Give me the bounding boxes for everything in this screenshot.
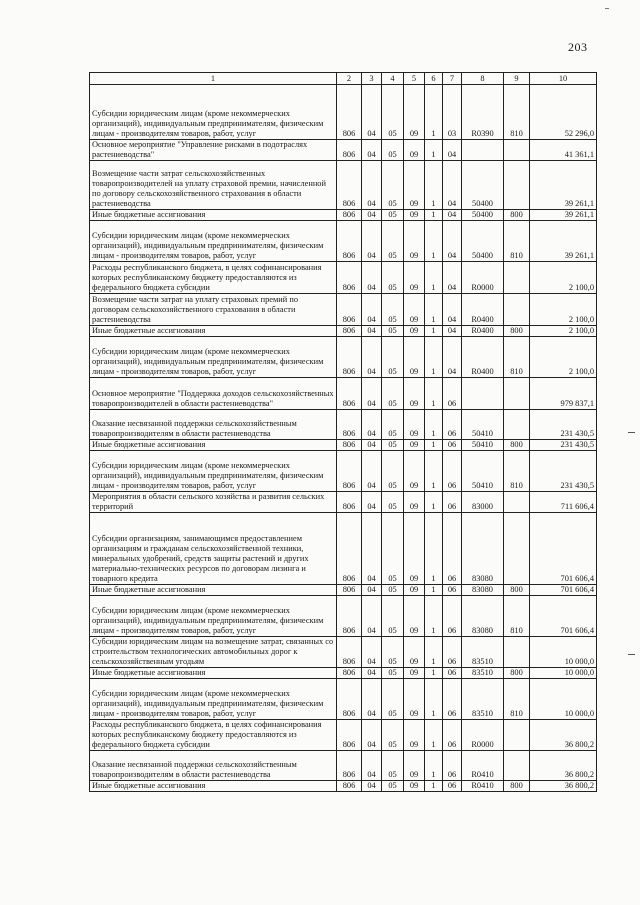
- code-cell: 05: [382, 262, 404, 294]
- row-name: Субсидии юридическим лицам (кроме некоммерческих организаций), индивидуальным предпринимателям, физическим лицам - производителям товаров, работ, услуг: [90, 337, 337, 378]
- amount-cell: 36 800,2: [530, 751, 597, 781]
- code-cell: R0400: [462, 337, 504, 378]
- code-cell: R0400: [462, 294, 504, 326]
- budget-table: [89, 72, 597, 792]
- code-cell: 06: [443, 451, 462, 492]
- code-cell: 09: [404, 720, 425, 751]
- code-cell: 04: [362, 140, 382, 161]
- amount-cell: 2 100,0: [530, 262, 597, 294]
- code-cell: 05: [382, 410, 404, 440]
- code-cell: [504, 140, 530, 161]
- table-row: [90, 410, 597, 440]
- code-cell: 09: [404, 378, 425, 410]
- code-cell: [462, 378, 504, 410]
- code-cell: 1: [425, 294, 443, 326]
- code-cell: 04: [362, 751, 382, 781]
- table-row: [90, 161, 597, 210]
- code-cell: 06: [443, 440, 462, 451]
- code-cell: 04: [362, 585, 382, 596]
- scan-mark: [605, 8, 609, 9]
- code-cell: [504, 637, 530, 668]
- amount-cell: 2 100,0: [530, 294, 597, 326]
- code-cell: 50410: [462, 410, 504, 440]
- code-cell: 04: [443, 221, 462, 262]
- row-name: Субсидии юридическим лицам (кроме некоммерческих организаций), индивидуальным предпринимателям, физическим лицам - производителям товаров, работ, услуг: [90, 221, 337, 262]
- code-cell: 04: [362, 440, 382, 451]
- code-cell: 04: [362, 781, 382, 792]
- row-name: Субсидии юридическим лицам (кроме некоммерческих организаций), индивидуальным предпринимателям, физическим лицам - производителям товаров, работ, услуг: [90, 451, 337, 492]
- amount-cell: 711 606,4: [530, 492, 597, 513]
- code-cell: 09: [404, 140, 425, 161]
- code-cell: 1: [425, 492, 443, 513]
- code-cell: 06: [443, 720, 462, 751]
- row-name: Иные бюджетные ассигнования: [90, 326, 337, 337]
- code-cell: [504, 262, 530, 294]
- code-cell: 1: [425, 751, 443, 781]
- code-cell: 05: [382, 326, 404, 337]
- code-cell: 1: [425, 140, 443, 161]
- code-cell: 1: [425, 337, 443, 378]
- code-cell: 05: [382, 337, 404, 378]
- scan-mark: [628, 432, 635, 433]
- code-cell: 810: [504, 451, 530, 492]
- code-cell: 04: [362, 210, 382, 221]
- code-cell: 83510: [462, 668, 504, 679]
- code-cell: 05: [382, 585, 404, 596]
- amount-cell: 10 000,0: [530, 668, 597, 679]
- row-name: Основное мероприятие "Поддержка доходов сельскохозяйственных товаропроизводителей в области растениеводства": [90, 378, 337, 410]
- table-row: [90, 751, 597, 781]
- code-cell: 06: [443, 781, 462, 792]
- code-cell: 50410: [462, 451, 504, 492]
- column-header: 7: [443, 73, 462, 85]
- row-name: Иные бюджетные ассигнования: [90, 440, 337, 451]
- code-cell: [504, 294, 530, 326]
- code-cell: 04: [362, 326, 382, 337]
- amount-cell: 10 000,0: [530, 637, 597, 668]
- row-name: Иные бюджетные ассигнования: [90, 210, 337, 221]
- amount-cell: 2 100,0: [530, 337, 597, 378]
- code-cell: 09: [404, 513, 425, 585]
- code-cell: [504, 492, 530, 513]
- row-name: Субсидии юридическим лицам (кроме некоммерческих организаций), индивидуальным предпринимателям, физическим лицам - производителям товаров, работ, услуг: [90, 596, 337, 637]
- column-header: 4: [382, 73, 404, 85]
- code-cell: 09: [404, 492, 425, 513]
- code-cell: 806: [337, 410, 362, 440]
- code-cell: 05: [382, 85, 404, 140]
- code-cell: 09: [404, 161, 425, 210]
- code-cell: 810: [504, 85, 530, 140]
- code-cell: 04: [362, 513, 382, 585]
- code-cell: 09: [404, 85, 425, 140]
- amount-cell: 701 606,4: [530, 513, 597, 585]
- code-cell: 09: [404, 294, 425, 326]
- code-cell: 06: [443, 378, 462, 410]
- code-cell: 04: [443, 161, 462, 210]
- code-cell: R0000: [462, 720, 504, 751]
- code-cell: 1: [425, 585, 443, 596]
- amount-cell: 10 000,0: [530, 679, 597, 720]
- row-name: Мероприятия в области сельского хозяйства и развития сельских территорий: [90, 492, 337, 513]
- code-cell: 83080: [462, 513, 504, 585]
- column-header: 8: [462, 73, 504, 85]
- code-cell: 806: [337, 161, 362, 210]
- code-cell: 05: [382, 294, 404, 326]
- code-cell: 04: [362, 720, 382, 751]
- code-cell: 05: [382, 440, 404, 451]
- code-cell: 806: [337, 720, 362, 751]
- row-name: Оказание несвязанной поддержки сельскохозяйственным товаропроизводителям в области растениеводства: [90, 410, 337, 440]
- code-cell: R0410: [462, 751, 504, 781]
- row-name: Иные бюджетные ассигнования: [90, 668, 337, 679]
- amount-cell: 41 361,1: [530, 140, 597, 161]
- code-cell: 04: [362, 161, 382, 210]
- page-number: 203: [568, 40, 588, 54]
- row-name: Возмещение части затрат сельскохозяйственных товаропроизводителей на уплату страховой премии, начисленной по договору сельскохозяйственного страхования в области растениеводства: [90, 161, 337, 210]
- code-cell: 83080: [462, 596, 504, 637]
- code-cell: 810: [504, 679, 530, 720]
- code-cell: 06: [443, 637, 462, 668]
- code-cell: 06: [443, 585, 462, 596]
- code-cell: 06: [443, 679, 462, 720]
- code-cell: 05: [382, 668, 404, 679]
- code-cell: 04: [362, 294, 382, 326]
- amount-cell: 701 606,4: [530, 585, 597, 596]
- code-cell: 04: [443, 210, 462, 221]
- code-cell: 810: [504, 221, 530, 262]
- code-cell: 806: [337, 668, 362, 679]
- code-cell: 83080: [462, 585, 504, 596]
- code-cell: 04: [362, 637, 382, 668]
- code-cell: 1: [425, 440, 443, 451]
- code-cell: 09: [404, 210, 425, 221]
- code-cell: 05: [382, 513, 404, 585]
- code-cell: 06: [443, 751, 462, 781]
- amount-cell: 2 100,0: [530, 326, 597, 337]
- code-cell: 806: [337, 140, 362, 161]
- code-cell: 1: [425, 85, 443, 140]
- table-row: [90, 326, 597, 337]
- code-cell: 806: [337, 326, 362, 337]
- code-cell: R0400: [462, 326, 504, 337]
- code-cell: 800: [504, 210, 530, 221]
- code-cell: 806: [337, 262, 362, 294]
- code-cell: 1: [425, 668, 443, 679]
- code-cell: [504, 720, 530, 751]
- code-cell: R0390: [462, 85, 504, 140]
- column-header: 1: [90, 73, 337, 85]
- code-cell: 806: [337, 221, 362, 262]
- row-name: Возмещение части затрат на уплату страховых премий по договорам сельскохозяйственного страхования в области растениеводства: [90, 294, 337, 326]
- table-row: [90, 492, 597, 513]
- table-row: [90, 140, 597, 161]
- code-cell: 04: [362, 410, 382, 440]
- code-cell: 806: [337, 492, 362, 513]
- code-cell: 09: [404, 262, 425, 294]
- code-cell: 1: [425, 410, 443, 440]
- code-cell: 1: [425, 262, 443, 294]
- code-cell: 04: [362, 668, 382, 679]
- table-row: [90, 378, 597, 410]
- code-cell: 04: [443, 294, 462, 326]
- amount-cell: 36 800,2: [530, 720, 597, 751]
- code-cell: 04: [362, 492, 382, 513]
- table-row: [90, 720, 597, 751]
- code-cell: 50410: [462, 440, 504, 451]
- table-row: [90, 668, 597, 679]
- amount-cell: 36 800,2: [530, 781, 597, 792]
- scan-mark: [628, 654, 635, 655]
- table-row: [90, 596, 597, 637]
- amount-cell: 39 261,1: [530, 210, 597, 221]
- code-cell: R0410: [462, 781, 504, 792]
- code-cell: 810: [504, 337, 530, 378]
- code-cell: 1: [425, 720, 443, 751]
- code-cell: 09: [404, 668, 425, 679]
- column-header: 2: [337, 73, 362, 85]
- row-name: Субсидии юридическим лицам (кроме некоммерческих организаций), индивидуальным предпринимателям, физическим лицам - производителям товаров, работ, услуг: [90, 85, 337, 140]
- code-cell: 1: [425, 513, 443, 585]
- code-cell: 09: [404, 337, 425, 378]
- code-cell: 05: [382, 221, 404, 262]
- code-cell: 1: [425, 679, 443, 720]
- code-cell: 806: [337, 637, 362, 668]
- code-cell: 04: [362, 451, 382, 492]
- code-cell: 806: [337, 679, 362, 720]
- row-name: Иные бюджетные ассигнования: [90, 781, 337, 792]
- amount-cell: 701 606,4: [530, 596, 597, 637]
- row-name: Основное мероприятие "Управление рисками в подотраслях растениеводства": [90, 140, 337, 161]
- code-cell: 800: [504, 781, 530, 792]
- code-cell: 09: [404, 440, 425, 451]
- code-cell: 04: [443, 262, 462, 294]
- code-cell: 05: [382, 492, 404, 513]
- code-cell: 83510: [462, 679, 504, 720]
- code-cell: [504, 751, 530, 781]
- code-cell: 04: [443, 140, 462, 161]
- table-row: [90, 221, 597, 262]
- code-cell: 03: [443, 85, 462, 140]
- code-cell: 800: [504, 585, 530, 596]
- code-cell: 05: [382, 378, 404, 410]
- row-name: Расходы республиканского бюджета, в целях софинансирования которых республиканскому бюджету предоставляются из федерального бюджета субсидии: [90, 262, 337, 294]
- code-cell: 800: [504, 440, 530, 451]
- table-row: [90, 337, 597, 378]
- table-row: [90, 262, 597, 294]
- header-row: [90, 73, 597, 85]
- code-cell: 05: [382, 751, 404, 781]
- code-cell: 806: [337, 337, 362, 378]
- table-row: [90, 210, 597, 221]
- amount-cell: 231 430,5: [530, 410, 597, 440]
- code-cell: 05: [382, 596, 404, 637]
- code-cell: 09: [404, 410, 425, 440]
- code-cell: 06: [443, 410, 462, 440]
- code-cell: 09: [404, 751, 425, 781]
- code-cell: [504, 513, 530, 585]
- table-row: [90, 85, 597, 140]
- code-cell: 06: [443, 492, 462, 513]
- table-row: [90, 513, 597, 585]
- code-cell: 1: [425, 637, 443, 668]
- column-header: 10: [530, 73, 597, 85]
- table-row: [90, 294, 597, 326]
- amount-cell: 231 430,5: [530, 440, 597, 451]
- code-cell: 05: [382, 140, 404, 161]
- table-row: [90, 781, 597, 792]
- code-cell: 810: [504, 596, 530, 637]
- amount-cell: 39 261,1: [530, 221, 597, 262]
- code-cell: 50400: [462, 210, 504, 221]
- row-name: Оказание несвязанной поддержки сельскохозяйственным товаропроизводителям в области растениеводства: [90, 751, 337, 781]
- code-cell: 1: [425, 326, 443, 337]
- row-name: Иные бюджетные ассигнования: [90, 585, 337, 596]
- table-row: [90, 679, 597, 720]
- column-header: 5: [404, 73, 425, 85]
- code-cell: 800: [504, 668, 530, 679]
- code-cell: 83510: [462, 637, 504, 668]
- code-cell: 83000: [462, 492, 504, 513]
- code-cell: 04: [362, 221, 382, 262]
- code-cell: 806: [337, 378, 362, 410]
- code-cell: 806: [337, 513, 362, 585]
- code-cell: 800: [504, 326, 530, 337]
- table-body: [90, 85, 597, 792]
- code-cell: 1: [425, 221, 443, 262]
- code-cell: 1: [425, 781, 443, 792]
- row-name: Субсидии организациям, занимающимся предоставлением организациям и гражданам сельскохозяйственной техники, минеральных удобрений, средств защиты растений и других материально-технических ресурсов по договорам лизинга и товарного кредита: [90, 513, 337, 585]
- code-cell: 1: [425, 161, 443, 210]
- code-cell: [504, 378, 530, 410]
- code-cell: 09: [404, 585, 425, 596]
- row-name: Расходы республиканского бюджета, в целях софинансирования которых республиканскому бюджету предоставляются из федерального бюджета субсидии: [90, 720, 337, 751]
- code-cell: R0000: [462, 262, 504, 294]
- code-cell: 04: [362, 337, 382, 378]
- code-cell: 05: [382, 210, 404, 221]
- code-cell: 06: [443, 513, 462, 585]
- code-cell: 806: [337, 585, 362, 596]
- code-cell: [504, 161, 530, 210]
- code-cell: 04: [362, 262, 382, 294]
- code-cell: 04: [443, 326, 462, 337]
- code-cell: 1: [425, 451, 443, 492]
- code-cell: 806: [337, 596, 362, 637]
- code-cell: 05: [382, 161, 404, 210]
- code-cell: 09: [404, 781, 425, 792]
- amount-cell: 52 296,0: [530, 85, 597, 140]
- code-cell: 806: [337, 85, 362, 140]
- code-cell: 05: [382, 781, 404, 792]
- code-cell: 09: [404, 326, 425, 337]
- code-cell: 06: [443, 668, 462, 679]
- code-cell: [504, 410, 530, 440]
- table-row: [90, 637, 597, 668]
- code-cell: 05: [382, 720, 404, 751]
- code-cell: 09: [404, 637, 425, 668]
- table-row: [90, 585, 597, 596]
- table-row: [90, 440, 597, 451]
- amount-cell: 979 837,1: [530, 378, 597, 410]
- column-header: 9: [504, 73, 530, 85]
- code-cell: 1: [425, 596, 443, 637]
- code-cell: 806: [337, 751, 362, 781]
- code-cell: 806: [337, 210, 362, 221]
- code-cell: 1: [425, 378, 443, 410]
- code-cell: 04: [362, 85, 382, 140]
- code-cell: 05: [382, 679, 404, 720]
- code-cell: [462, 140, 504, 161]
- code-cell: 50400: [462, 221, 504, 262]
- code-cell: 05: [382, 451, 404, 492]
- code-cell: 06: [443, 596, 462, 637]
- code-cell: 806: [337, 440, 362, 451]
- code-cell: 50400: [462, 161, 504, 210]
- code-cell: 09: [404, 679, 425, 720]
- row-name: Субсидии юридическим лицам (кроме некоммерческих организаций), индивидуальным предпринимателям, физическим лицам - производителям товаров, работ, услуг: [90, 679, 337, 720]
- amount-cell: 39 261,1: [530, 161, 597, 210]
- code-cell: 806: [337, 451, 362, 492]
- column-header: 3: [362, 73, 382, 85]
- code-cell: 09: [404, 451, 425, 492]
- row-name: Субсидии юридическим лицам на возмещение затрат, связанных со строительством технологических автомобильных дорог к сельскохозяйственным угодьям: [90, 637, 337, 668]
- column-header: 6: [425, 73, 443, 85]
- code-cell: 04: [443, 337, 462, 378]
- code-cell: 09: [404, 596, 425, 637]
- code-cell: 806: [337, 294, 362, 326]
- code-cell: 1: [425, 210, 443, 221]
- code-cell: 806: [337, 781, 362, 792]
- code-cell: 04: [362, 679, 382, 720]
- code-cell: 05: [382, 637, 404, 668]
- code-cell: 09: [404, 221, 425, 262]
- code-cell: 04: [362, 596, 382, 637]
- table-row: [90, 451, 597, 492]
- code-cell: 04: [362, 378, 382, 410]
- amount-cell: 231 430,5: [530, 451, 597, 492]
